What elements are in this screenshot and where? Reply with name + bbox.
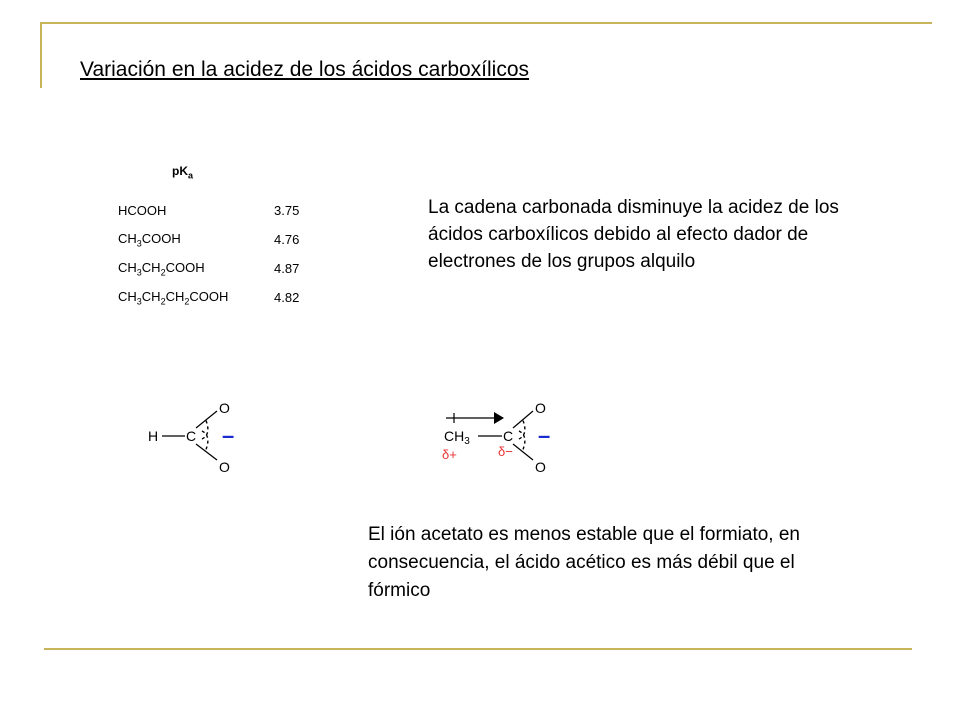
top-rule — [40, 22, 932, 24]
acetate-negative-charge: – — [538, 423, 551, 448]
formate-o-top: O — [219, 400, 230, 416]
pka-row — [118, 196, 299, 225]
pka-value: 4.82 — [274, 290, 300, 305]
pka-formula: HCOOH — [118, 203, 167, 218]
formate-h-atom: H — [148, 428, 159, 444]
acetate-o-top: O — [535, 400, 546, 416]
formate-ion-structure — [140, 395, 250, 480]
acetate-c-atom: C — [503, 428, 514, 444]
formate-o-bottom: O — [219, 459, 230, 475]
acetate-ch3-group: $CH_3$ — [444, 428, 470, 447]
slide-title: Variación en la acidez de los ácidos carboxílicos — [80, 58, 530, 81]
acetate-ion-structure — [438, 395, 568, 480]
paragraph-alkyl-effect: La cadena carbonada disminuye la acidez de los ácidos carboxílicos debido al efecto dador de electrones de los grupos alquilo — [428, 197, 839, 272]
formate-c-atom: C — [186, 428, 197, 444]
bottom-rule — [44, 648, 912, 650]
delta-minus-label: δ− — [498, 444, 513, 459]
paragraph-acetate-stability: El ión acetato es menos estable que el formiato, en consecuencia, el ácido acético es más débil que el fórmico — [368, 524, 800, 601]
pka-value: 4.87 — [274, 261, 300, 276]
pka-formula: $CH_3CH_2COOH$ — [118, 259, 205, 278]
pka-value: 3.75 — [274, 203, 300, 218]
formate-negative-charge: – — [222, 423, 235, 448]
pka-row — [118, 283, 299, 312]
pka-value: 4.76 — [274, 232, 300, 247]
pka-formula: $CH_3CH_2CH_2COOH$ — [118, 288, 229, 307]
pka-table — [118, 196, 299, 312]
delta-plus-label: δ+ — [442, 447, 457, 462]
acetate-o-bottom: O — [535, 459, 546, 475]
left-rule — [40, 22, 42, 88]
pka-formula: $CH_3COOH$ — [118, 230, 181, 249]
pka-row — [118, 225, 299, 254]
pka-header: $pK_a$ — [172, 164, 194, 181]
pka-row — [118, 254, 299, 283]
